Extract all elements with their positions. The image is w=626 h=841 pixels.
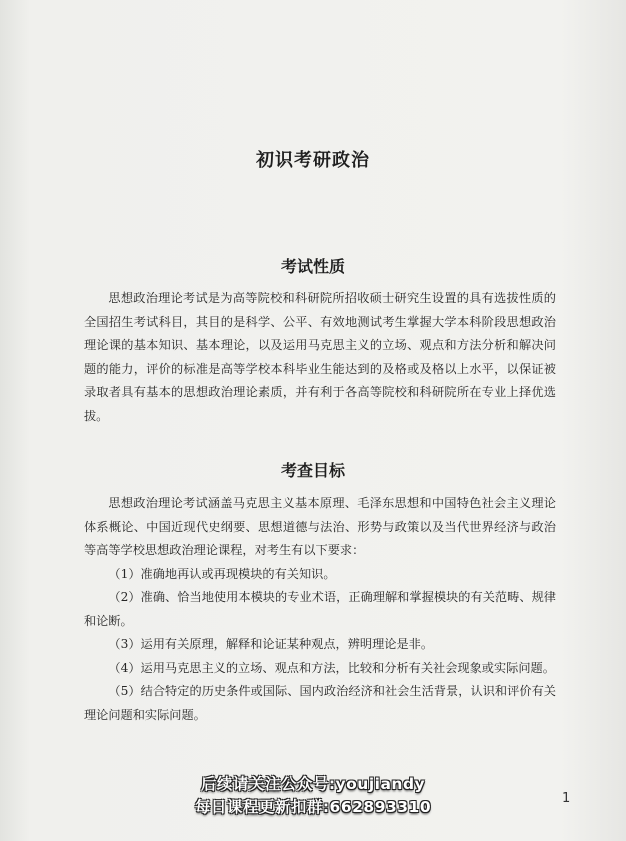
page-number: 1 — [562, 791, 571, 806]
exam-objectives-content — [84, 492, 556, 727]
page-title: 初识考研政治 — [256, 150, 370, 171]
section-heading-exam-nature: 考试性质 — [280, 257, 345, 276]
section-heading-exam-objectives: 考查目标 — [280, 461, 345, 480]
exam-nature-text: 思想政治理论考试是为高等院校和科研院所招收硕士研究生设置的具有选拔性质的全国招生考试科目，其目的是科学、公平、有效地测试考生掌握大学本科阶段思想政治理论课的基本知识、基本理论，以及运用马克思主义的立场、观点和方法分析和解决问题的能力，评价的标准是高等学校本科毕业生能达到的及格或及格以上水平，以保证被录取者具有基本的思想政治理论素质，并有利于各高等院校和科研院所在专业上择优选拔。 — [84, 291, 556, 423]
objective-item-2: （2）准确、恰当地使用本模块的专业术语，正确理解和掌握模块的有关范畴、规律和论断。 — [84, 590, 556, 628]
objective-item-1: （1）准确地再认或再现模块的有关知识。 — [108, 566, 336, 581]
objective-item-3: （3）运用有关原理，解释和论证某种观点，辨明理论是非。 — [108, 637, 434, 651]
exam-nature-paragraph — [84, 287, 556, 428]
objective-item-5: （5）结合特定的历史条件或国际、国内政治经济和社会生活背景，认识和评价有关理论问题和实际问题。 — [84, 684, 556, 722]
watermark-line-2: 每日课程更新扣群:662893310 — [194, 798, 432, 816]
objectives-intro: 思想政治理论考试涵盖马克思主义基本原理、毛泽东思想和中国特色社会主义理论体系概论、中国近现代史纲要、思想道德与法治、形势与政策以及当代世界经济与政治等高等学校思想政治理论课程，对考生有以下要求： — [84, 496, 556, 557]
watermark-line-1: 后续请关注公众号:youjiandy — [200, 775, 426, 793]
objective-item-4: （4）运用马克思主义的立场、观点和方法，比较和分析有关社会现象或实际问题。 — [108, 660, 555, 675]
